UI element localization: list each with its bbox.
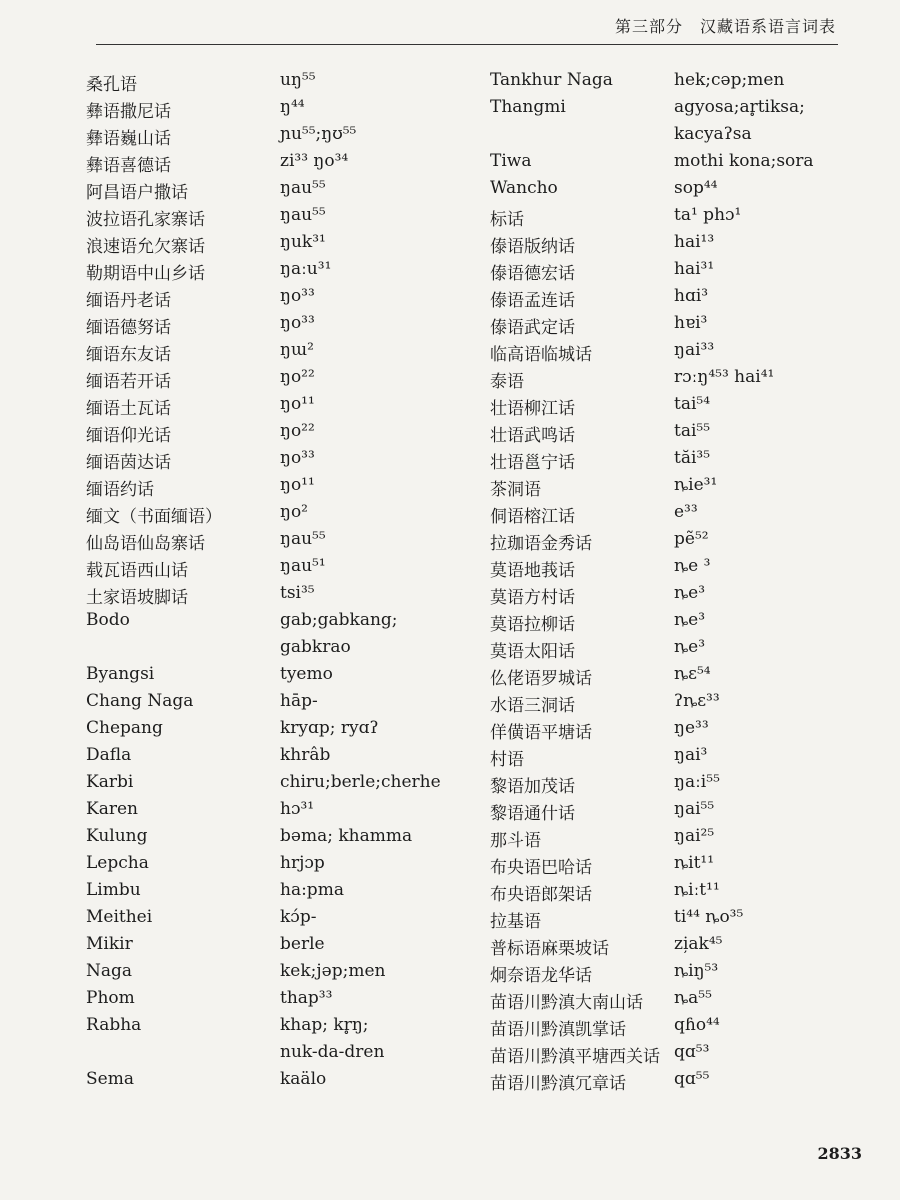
- language-name: 村语: [490, 750, 524, 770]
- language-name: 缅语仰光话: [86, 426, 171, 446]
- word-form: hɐi³: [674, 313, 708, 333]
- word-form: hāp-: [280, 691, 318, 711]
- entry-row: [86, 529, 466, 556]
- entry-row: [490, 70, 850, 97]
- word-form: sop⁴⁴: [674, 178, 718, 198]
- language-name: Bodo: [86, 610, 130, 630]
- word-form: berle: [280, 934, 325, 954]
- entry-row: [86, 124, 466, 151]
- language-name: 水语三洞话: [490, 696, 575, 716]
- language-name: 载瓦语西山话: [86, 561, 188, 581]
- word-form: kaälo: [280, 1069, 327, 1089]
- language-name: 临高语临城话: [490, 345, 592, 365]
- entry-row: [490, 448, 850, 475]
- word-form: ȵe³: [674, 610, 706, 630]
- word-form: tai⁵⁵: [674, 421, 711, 441]
- word-form: ŋau⁵⁵: [280, 205, 326, 225]
- entry-row: [86, 1015, 466, 1042]
- entry-row: [86, 880, 466, 907]
- language-name: 莫语方村话: [490, 588, 575, 608]
- word-form: gab;gabkang;: [280, 610, 398, 630]
- language-name: 彝语巍山话: [86, 129, 171, 149]
- language-name: Tiwa: [490, 151, 532, 171]
- language-name: Sema: [86, 1069, 134, 1089]
- entry-row: [490, 151, 850, 178]
- language-name: Chepang: [86, 718, 163, 738]
- word-form: ti⁴⁴ ȵo³⁵: [674, 907, 744, 927]
- entry-row: [86, 313, 466, 340]
- entry-row: [86, 664, 466, 691]
- entry-row: [86, 637, 466, 664]
- running-header: 第三部分 汉藏语系语言词表: [614, 17, 836, 36]
- language-name: 土家语坡脚话: [86, 588, 188, 608]
- entry-row: [86, 610, 466, 637]
- language-name: 壮语武鸣话: [490, 426, 575, 446]
- header-rule: [96, 44, 838, 45]
- word-form: khrâb: [280, 745, 331, 765]
- word-form: ŋo¹¹: [280, 394, 315, 414]
- language-name: 彝语撒尼话: [86, 102, 171, 122]
- entry-row: [86, 394, 466, 421]
- word-form: ŋau⁵⁵: [280, 529, 326, 549]
- language-name: 缅语土瓦话: [86, 399, 171, 419]
- language-name: Tankhur Naga: [490, 70, 613, 90]
- word-form: ŋuk³¹: [280, 232, 326, 252]
- language-name: 布央语郎架话: [490, 885, 592, 905]
- word-form: ŋ⁴⁴: [280, 97, 305, 117]
- language-name: Meithei: [86, 907, 153, 927]
- language-name: 黎语加茂话: [490, 777, 575, 797]
- entry-row: [86, 205, 466, 232]
- word-form: ta¹ phɔ¹: [674, 205, 742, 225]
- word-form: ŋo²: [280, 502, 308, 522]
- language-name: 傣语孟连话: [490, 291, 575, 311]
- word-form: ŋo²²: [280, 421, 315, 441]
- language-name: 缅文（书面缅语）: [86, 507, 222, 527]
- word-form: ŋo³³: [280, 448, 315, 468]
- entry-row: [490, 394, 850, 421]
- word-form: ȵe ³: [674, 556, 711, 576]
- entry-row: [490, 880, 850, 907]
- word-form: ŋai⁵⁵: [674, 799, 715, 819]
- entry-row: [86, 691, 466, 718]
- language-name: 阿昌语户撒话: [86, 183, 188, 203]
- entry-row: [490, 664, 850, 691]
- language-name: 苗语川黔滇平塘西关话: [490, 1047, 660, 1067]
- language-name: 缅语德努话: [86, 318, 171, 338]
- word-form: tai⁵⁴: [674, 394, 711, 414]
- word-form: ŋɯ²: [280, 340, 314, 360]
- page-number: 2833: [817, 1144, 862, 1163]
- language-name: Rabha: [86, 1015, 142, 1035]
- language-name: Dafla: [86, 745, 132, 765]
- entry-row: [490, 988, 850, 1015]
- entry-row: [490, 1042, 850, 1069]
- entry-row: [490, 556, 850, 583]
- word-form: ȵiːt¹¹: [674, 880, 720, 900]
- language-name: 缅语丹老话: [86, 291, 171, 311]
- word-form: thap³³: [280, 988, 333, 1008]
- language-name: 莫语地莪话: [490, 561, 575, 581]
- language-name: Chang Naga: [86, 691, 194, 711]
- language-name: 桑孔语: [86, 75, 137, 95]
- entry-row: [490, 205, 850, 232]
- word-form: qɑ⁵⁵: [674, 1069, 710, 1089]
- language-name: 壮语邕宁话: [490, 453, 575, 473]
- word-form: ŋaːi⁵⁵: [674, 772, 720, 792]
- entry-row: [490, 313, 850, 340]
- word-form: qɑ⁵³: [674, 1042, 710, 1062]
- entry-row: [86, 583, 466, 610]
- entry-row: [86, 151, 466, 178]
- word-form: kek;jəp;men: [280, 961, 386, 981]
- entry-row: [490, 961, 850, 988]
- entry-row: [86, 70, 466, 97]
- entry-row: [490, 340, 850, 367]
- entry-row: [86, 259, 466, 286]
- language-name: Naga: [86, 961, 133, 981]
- entry-row: [490, 637, 850, 664]
- word-form: ŋai²⁵: [674, 826, 715, 846]
- word-form: ŋo³³: [280, 286, 315, 306]
- word-form: hɑi³: [674, 286, 709, 306]
- language-name: 黎语通什话: [490, 804, 575, 824]
- entry-row: [86, 475, 466, 502]
- entry-row: [490, 475, 850, 502]
- entry-row: [490, 502, 850, 529]
- word-form: zi³³ ŋo³⁴: [280, 151, 349, 171]
- language-name: Limbu: [86, 880, 141, 900]
- entry-row: [86, 97, 466, 124]
- word-form: agyosa;ar̥tiksa;: [674, 97, 805, 117]
- entry-row: [490, 718, 850, 745]
- word-form: tăi³⁵: [674, 448, 711, 468]
- entry-row: [490, 583, 850, 610]
- word-form: ȵa⁵⁵: [674, 988, 712, 1008]
- language-name: Kulung: [86, 826, 148, 846]
- word-form: e³³: [674, 502, 698, 522]
- word-form: khap; kr̥ŋ;: [280, 1015, 369, 1035]
- word-form: ŋai³³: [674, 340, 715, 360]
- language-name: 布央语巴哈话: [490, 858, 592, 878]
- word-form: gabkrao: [280, 637, 351, 657]
- entry-row: [86, 853, 466, 880]
- language-name: 普标语麻栗坡话: [490, 939, 609, 959]
- word-form: tsi³⁵: [280, 583, 315, 603]
- word-form: ŋaːu³¹: [280, 259, 332, 279]
- language-name: 浪速语允欠寨话: [86, 237, 205, 257]
- word-form: ŋau⁵⁵: [280, 178, 326, 198]
- word-form: ȵɛ⁵⁴: [674, 664, 711, 684]
- entry-row: [86, 718, 466, 745]
- entry-row: [490, 529, 850, 556]
- left-column: [86, 70, 466, 1096]
- language-name: 傣语德宏话: [490, 264, 575, 284]
- word-form: ha:pma: [280, 880, 344, 900]
- entry-row: [86, 745, 466, 772]
- entry-row: [490, 421, 850, 448]
- language-name: 茶洞语: [490, 480, 541, 500]
- entry-row: [490, 745, 850, 772]
- language-name: 缅语约话: [86, 480, 154, 500]
- language-name: Karbi: [86, 772, 134, 792]
- language-name: Wancho: [490, 178, 558, 198]
- word-form: ȵe³: [674, 583, 706, 603]
- entry-row: [86, 961, 466, 988]
- language-name: 那斗语: [490, 831, 541, 851]
- entry-row: [490, 124, 850, 151]
- language-name: 勒期语中山乡话: [86, 264, 205, 284]
- word-form: kacyaʔsa: [674, 124, 752, 144]
- language-name: Karen: [86, 799, 138, 819]
- word-form: ŋai³: [674, 745, 708, 765]
- language-name: 缅语东友话: [86, 345, 171, 365]
- word-form: ŋau⁵¹: [280, 556, 326, 576]
- entry-row: [86, 448, 466, 475]
- entry-row: [86, 340, 466, 367]
- word-form: ɲu⁵⁵;ŋʊ⁵⁵: [280, 124, 357, 144]
- language-name: Byangsi: [86, 664, 155, 684]
- entry-row: [490, 286, 850, 313]
- word-form: nuk-da-dren: [280, 1042, 385, 1062]
- word-form: hek;cəp;men: [674, 70, 785, 90]
- language-name: 莫语太阳话: [490, 642, 575, 662]
- word-form: pẽ⁵²: [674, 529, 709, 549]
- word-form: qɦo⁴⁴: [674, 1015, 720, 1035]
- entry-row: [490, 1015, 850, 1042]
- language-name: 拉基语: [490, 912, 541, 932]
- language-name: 苗语川黔滇凯掌话: [490, 1020, 626, 1040]
- word-form: ȵe³: [674, 637, 706, 657]
- word-form: hɔ³¹: [280, 799, 315, 819]
- language-name: 傣语版纳话: [490, 237, 575, 257]
- word-form: ȵiŋ⁵³: [674, 961, 719, 981]
- entry-row: [490, 610, 850, 637]
- word-form: ŋo³³: [280, 313, 315, 333]
- entry-row: [490, 367, 850, 394]
- entry-row: [490, 934, 850, 961]
- language-name: 壮语柳江话: [490, 399, 575, 419]
- entry-row: [86, 799, 466, 826]
- entry-row: [86, 502, 466, 529]
- language-name: 佯僙语平塘话: [490, 723, 592, 743]
- right-column: [490, 70, 850, 1096]
- language-name: 拉珈语金秀话: [490, 534, 592, 554]
- word-form: chiru;berle;cherhe: [280, 772, 441, 792]
- entry-row: [86, 826, 466, 853]
- language-name: 仫佬语罗城话: [490, 669, 592, 689]
- word-form: ȵit¹¹: [674, 853, 715, 873]
- entry-row: [86, 232, 466, 259]
- word-form: ŋe³³: [674, 718, 709, 738]
- word-form: rɔːŋ⁴⁵³ hai⁴¹: [674, 367, 775, 387]
- language-name: 缅语若开话: [86, 372, 171, 392]
- entry-row: [490, 97, 850, 124]
- entry-row: [86, 988, 466, 1015]
- entry-row: [86, 178, 466, 205]
- language-name: Mikir: [86, 934, 133, 954]
- entry-row: [490, 907, 850, 934]
- word-form: mothi kona;sora: [674, 151, 814, 171]
- word-form: ŋo¹¹: [280, 475, 315, 495]
- word-form: uŋ⁵⁵: [280, 70, 316, 90]
- language-name: 泰语: [490, 372, 524, 392]
- word-form: zi̦ak⁴⁵: [674, 934, 723, 954]
- entry-row: [490, 772, 850, 799]
- language-name: 波拉语孔家寨话: [86, 210, 205, 230]
- language-name: 傣语武定话: [490, 318, 575, 338]
- word-form: kɔ́p-: [280, 907, 317, 927]
- entry-row: [490, 178, 850, 205]
- word-form: tyemo: [280, 664, 333, 684]
- word-form: kryɑp; ryɑʔ: [280, 718, 379, 738]
- language-name: 苗语川黔滇大南山话: [490, 993, 643, 1013]
- word-form: ʔȵɛ³³: [674, 691, 720, 711]
- language-name: 仙岛语仙岛寨话: [86, 534, 205, 554]
- language-name: 缅语茵达话: [86, 453, 171, 473]
- entry-row: [490, 232, 850, 259]
- language-name: 炯奈语龙华话: [490, 966, 592, 986]
- entry-row: [490, 826, 850, 853]
- entry-row: [490, 1069, 850, 1096]
- word-form: hai¹³: [674, 232, 715, 252]
- entry-row: [86, 772, 466, 799]
- language-name: Phom: [86, 988, 135, 1008]
- language-name: 莫语拉柳话: [490, 615, 575, 635]
- entry-row: [490, 691, 850, 718]
- entry-row: [86, 421, 466, 448]
- language-name: 侗语榕江话: [490, 507, 575, 527]
- entry-row: [86, 1042, 466, 1069]
- entry-row: [86, 907, 466, 934]
- entry-row: [490, 853, 850, 880]
- entry-row: [86, 367, 466, 394]
- entry-row: [86, 934, 466, 961]
- entry-row: [86, 1069, 466, 1096]
- word-form: bəma; khamma: [280, 826, 413, 846]
- entry-row: [86, 286, 466, 313]
- language-name: Thangmi: [490, 97, 566, 117]
- word-form: ȵie³¹: [674, 475, 718, 495]
- entry-row: [86, 556, 466, 583]
- word-form: hrjɔp: [280, 853, 325, 873]
- entry-row: [490, 259, 850, 286]
- entry-row: [490, 799, 850, 826]
- language-name: 标话: [490, 210, 524, 230]
- language-name: Lepcha: [86, 853, 149, 873]
- language-name: 苗语川黔滇冗章话: [490, 1074, 626, 1094]
- word-form: hai³¹: [674, 259, 715, 279]
- language-name: 彝语喜德话: [86, 156, 171, 176]
- word-form: ŋo²²: [280, 367, 315, 387]
